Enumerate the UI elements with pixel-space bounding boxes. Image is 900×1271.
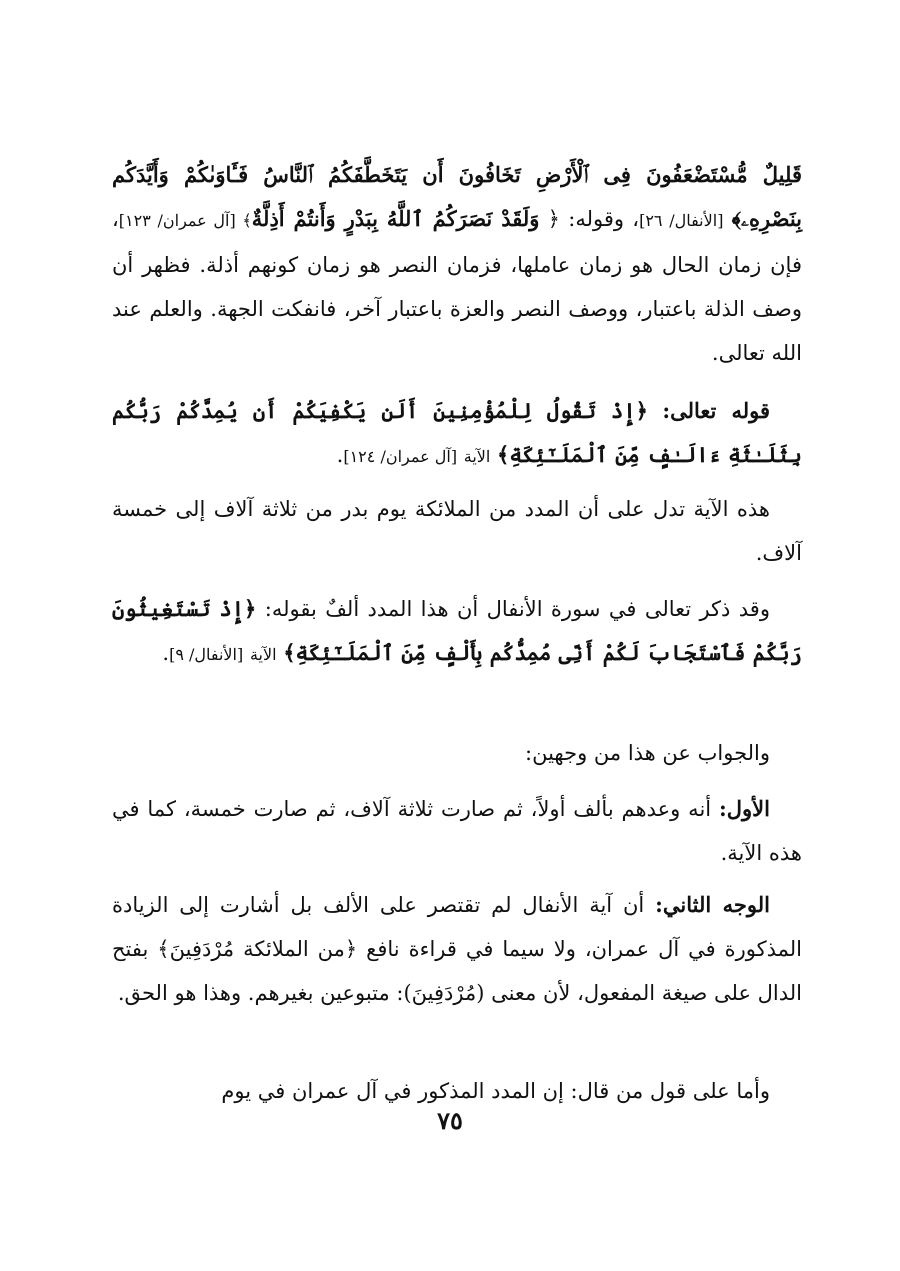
paragraph-text: ، وقوله: ﴿ bbox=[547, 207, 640, 231]
paragraph-text: ، فإن زمان الحال هو زمان عاملها، فزمان النصر هو زمان كونهم أذلة. فظهر أن وصف الذلة باعتبار، ووصف النصر والعزة باعتبار آخر، فانفكت الجهة. والعلم عند الله تعالى. bbox=[112, 207, 802, 365]
paragraph-3 bbox=[112, 487, 802, 577]
quran-verse-al-imran-123: وَلَقَدْ نَصَرَكُمُ ٱللَّهُ بِبَدْرٍ وَأَنتُمْ أَذِلَّةٌ bbox=[251, 206, 540, 231]
verse-reference: [الأنفال/ ٢٦] bbox=[639, 211, 724, 230]
paragraph-4 bbox=[112, 587, 802, 723]
paragraph-5 bbox=[112, 731, 802, 777]
verse-reference: ﴾ [آل عمران/ ١٢٣] bbox=[118, 211, 252, 230]
quran-verse-anfal-9: ﴿إِذْ تَسْتَغِيثُونَ رَبَّكُمْ فَٱسْتَجَابَ لَكُمْ أَنِّى مُمِدُّكُم بِأَلْفٍ مِّنَ ٱلْمَلَـٰٓئِكَةِ﴾ bbox=[112, 596, 802, 665]
page-number: ٧٥ bbox=[437, 1106, 463, 1135]
paragraph-end: . bbox=[162, 641, 170, 665]
paragraph-text: هذه الآية تدل على أن المدد من الملائكة يوم بدر من ثلاثة آلاف إلى خمسة آلاف. bbox=[112, 497, 802, 565]
quran-verse-anfal-26: قَلِيلٌ مُّسْتَضْعَفُونَ فِى ٱلْأَرْضِ تَخَافُونَ أَن يَتَخَطَّفَكُمُ ٱلنَّاسُ فَـَٔاوَىٰكُمْ وَأَيَّدَكُم بِنَصْرِهِۦ﴾ bbox=[112, 162, 802, 231]
verse-reference: [آل عمران/ ١٢٤] bbox=[343, 447, 458, 466]
paragraph-text: وقد ذكر تعالى في سورة الأنفال أن هذا المدد ألفٌ بقوله: bbox=[264, 597, 770, 621]
paragraph-end: . bbox=[336, 443, 344, 467]
paragraph-7 bbox=[112, 883, 802, 1063]
verse-tail: الآية bbox=[463, 447, 491, 466]
heading-lead: الوجه الثاني: bbox=[655, 892, 770, 917]
paragraph-text: والجواب عن هذا من وجهين: bbox=[525, 741, 770, 765]
quran-verse-al-imran-124: ﴿إِذْ تَقُولُ لِلْمُؤْمِنِينَ أَلَن يَكْفِيَكُمْ أَن يُمِدَّكُمْ رَبُّكُم بِثَلَـٰثَةِ ءَالَـٰفٍ مِّنَ ٱلْمَلَـٰٓئِكَةِ﴾ bbox=[112, 398, 802, 467]
paragraph-1 bbox=[112, 153, 802, 381]
paragraph-text: أنه وعدهم بألف أولاً، ثم صارت ثلاثة آلاف، ثم صارت خمسة، كما في هذه الآية. bbox=[112, 797, 802, 865]
paragraph-text: وأما على قول من قال: إن المدد المذكور في آل عمران في يوم bbox=[221, 1079, 770, 1103]
verse-tail: الآية bbox=[249, 645, 277, 664]
heading-lead: الأول: bbox=[719, 796, 770, 821]
paragraph-6 bbox=[112, 787, 802, 877]
paragraph-text: أن آية الأنفال لم تقتصر على الألف بل أشارت إلى الزيادة المذكورة في آل عمران، ولا سيما في قراءة نافع ﴿من الملائكة مُرْدَفِينَ﴾ بفتح الدال على صيغة المفعول، لأن معنى (مُرْدَفِينَ): متبوعين بغيرهم. وهذا هو الحق. bbox=[112, 893, 802, 1005]
heading-lead: قوله تعالى: bbox=[662, 398, 770, 423]
paragraph-2 bbox=[112, 389, 802, 479]
verse-reference: [الأنفال/ ٩] bbox=[169, 645, 244, 664]
